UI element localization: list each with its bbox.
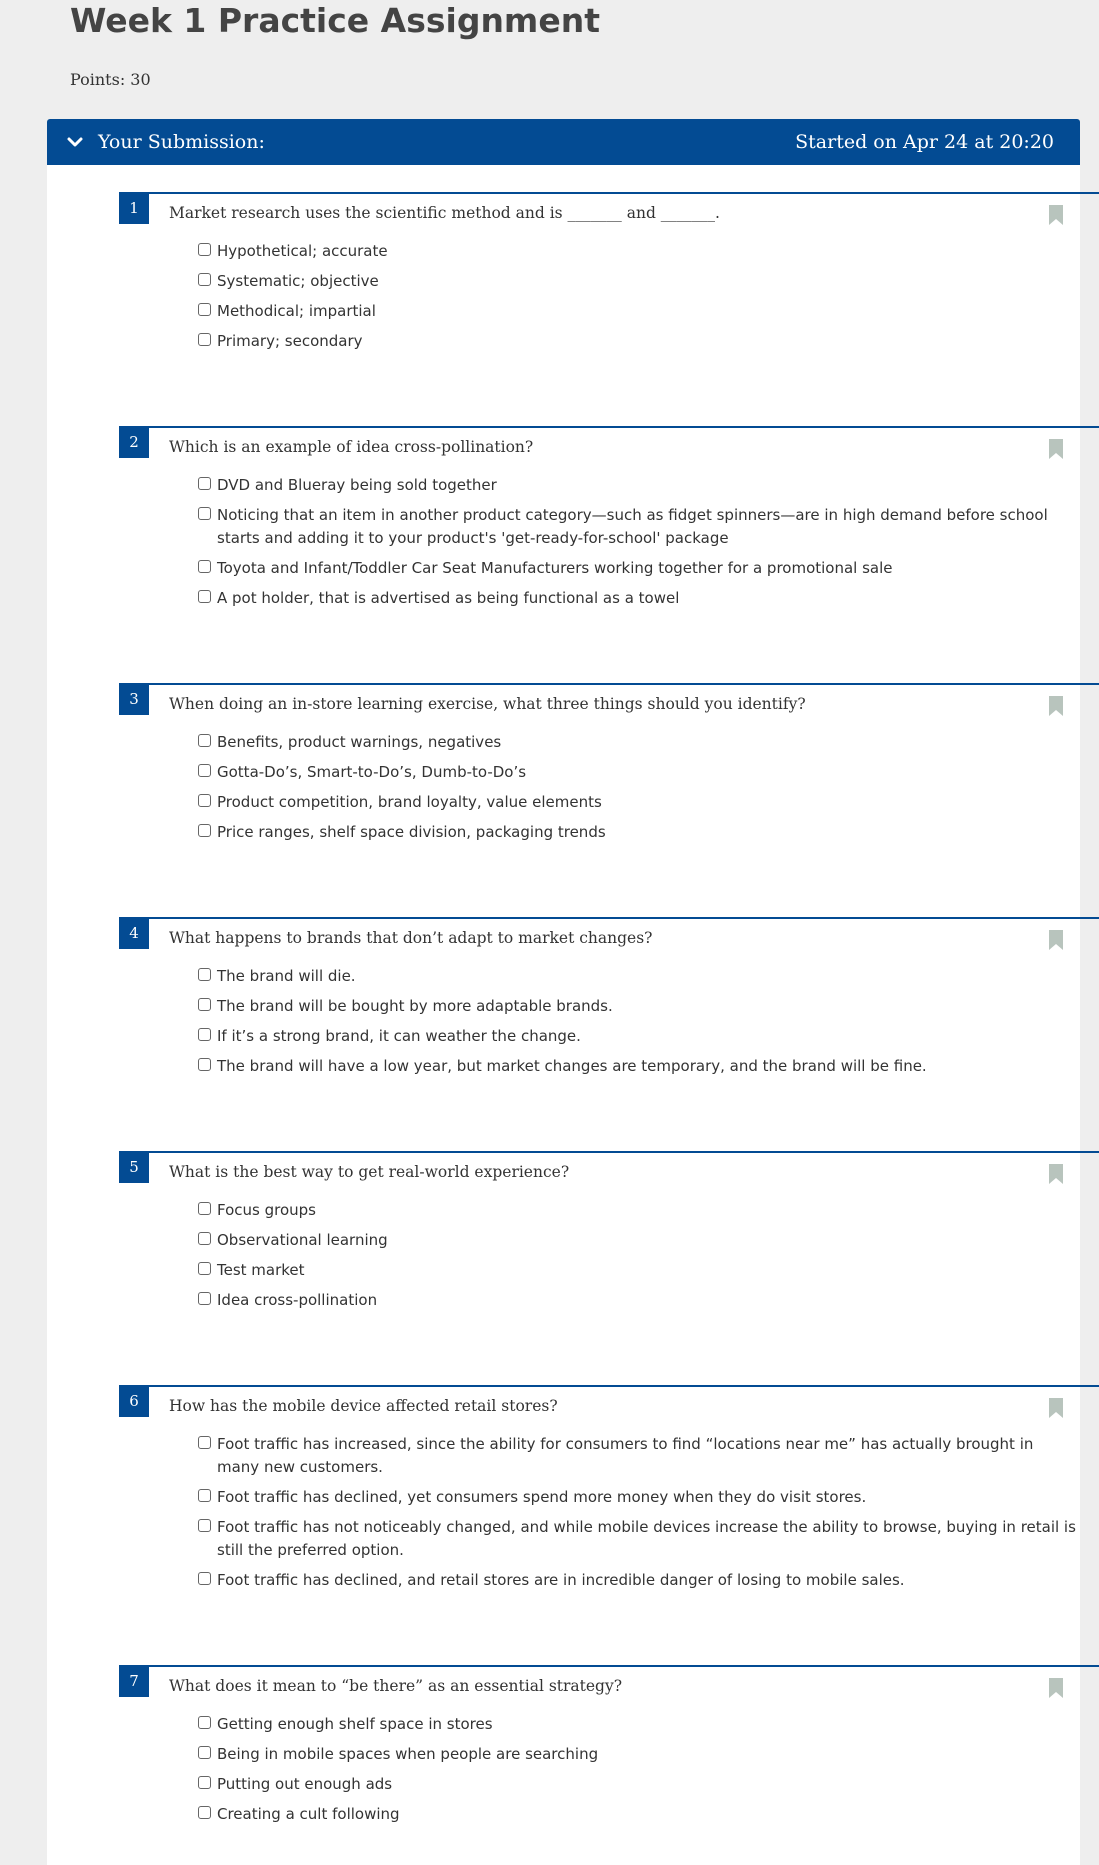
answer-checkbox[interactable] — [198, 560, 211, 573]
answer-options — [198, 965, 1078, 1085]
question-number: 3 — [119, 683, 149, 715]
question-number: 1 — [119, 192, 149, 224]
bookmark-icon[interactable] — [1049, 930, 1063, 950]
answer-option-label: Systematic; objective — [217, 272, 379, 290]
answer-option[interactable] — [198, 1289, 1078, 1312]
answer-option-label: Hypothetical; accurate — [217, 242, 388, 260]
answer-option-label: Product competition, brand loyalty, value elements — [217, 793, 602, 811]
question-number: 5 — [119, 1151, 149, 1183]
answer-option-label: A pot holder, that is advertised as being functional as a towel — [217, 589, 680, 607]
answer-checkbox[interactable] — [198, 764, 211, 777]
answer-option-label: Noticing that an item in another product category—such as fidget spinners—are in high demand before school starts and adding it to your product's 'get-ready-for-school' package — [217, 506, 1048, 547]
answer-checkbox[interactable] — [198, 273, 211, 286]
answer-option-label: DVD and Blueray being sold together — [217, 476, 497, 494]
answer-option-label: Focus groups — [217, 1201, 316, 1219]
answer-option-label: The brand will die. — [217, 967, 356, 985]
answer-checkbox[interactable] — [198, 998, 211, 1011]
answer-option-label: Primary; secondary — [217, 332, 363, 350]
answer-option[interactable] — [198, 821, 1078, 844]
answer-checkbox[interactable] — [198, 477, 211, 490]
answer-checkbox[interactable] — [198, 1489, 211, 1502]
answer-option[interactable] — [198, 1486, 1078, 1509]
answer-option-label: If it’s a strong brand, it can weather the change. — [217, 1027, 581, 1045]
answer-option-label: Price ranges, shelf space division, packaging trends — [217, 823, 606, 841]
question-number: 2 — [119, 426, 149, 458]
chevron-down-icon[interactable] — [63, 130, 87, 154]
answer-option-label: The brand will have a low year, but market changes are temporary, and the brand will be fine. — [217, 1057, 927, 1075]
answer-checkbox[interactable] — [198, 1716, 211, 1729]
answer-option-label: Foot traffic has increased, since the ability for consumers to find “locations near me” has actually brought in many new customers. — [217, 1435, 1034, 1476]
answer-option-label: Creating a cult following — [217, 1805, 400, 1823]
bookmark-icon[interactable] — [1049, 439, 1063, 459]
answer-checkbox[interactable] — [198, 333, 211, 346]
answer-checkbox[interactable] — [198, 824, 211, 837]
question-text: How has the mobile device affected retail stores? — [169, 1397, 558, 1415]
question-divider — [149, 192, 1099, 194]
answer-option[interactable] — [198, 240, 1078, 263]
answer-option[interactable] — [198, 1743, 1078, 1766]
answer-option-label: Benefits, product warnings, negatives — [217, 733, 502, 751]
answer-option[interactable] — [198, 587, 1078, 610]
answer-checkbox[interactable] — [198, 1776, 211, 1789]
bookmark-icon[interactable] — [1049, 1678, 1063, 1698]
question-number: 4 — [119, 917, 149, 949]
submission-panel — [47, 165, 1080, 1865]
answer-checkbox[interactable] — [198, 1292, 211, 1305]
answer-option-label: Putting out enough ads — [217, 1775, 393, 1793]
answer-checkbox[interactable] — [198, 1058, 211, 1071]
question-divider — [149, 1151, 1099, 1153]
answer-option[interactable] — [198, 1569, 1078, 1592]
answer-option-label: Observational learning — [217, 1231, 388, 1249]
answer-checkbox[interactable] — [198, 590, 211, 603]
answer-options — [198, 731, 1078, 851]
answer-checkbox[interactable] — [198, 1262, 211, 1275]
question-divider — [149, 917, 1099, 919]
answer-checkbox[interactable] — [198, 243, 211, 256]
bookmark-icon[interactable] — [1049, 1398, 1063, 1418]
answer-checkbox[interactable] — [198, 734, 211, 747]
bookmark-icon[interactable] — [1049, 1164, 1063, 1184]
question-text: When doing an in-store learning exercise, what three things should you identify? — [169, 695, 806, 713]
answer-checkbox[interactable] — [198, 1232, 211, 1245]
answer-option[interactable] — [198, 1055, 1078, 1078]
answer-checkbox[interactable] — [198, 1746, 211, 1759]
bookmark-icon[interactable] — [1049, 205, 1063, 225]
started-timestamp: Started on Apr 24 at 20:20 — [795, 131, 1054, 153]
answer-option-label: Foot traffic has declined, and retail stores are in incredible danger of losing to mobile sales. — [217, 1571, 905, 1589]
answer-options — [198, 240, 1078, 360]
answer-option[interactable] — [198, 791, 1078, 814]
answer-checkbox[interactable] — [198, 1202, 211, 1215]
answer-option[interactable] — [198, 1713, 1078, 1736]
answer-checkbox[interactable] — [198, 507, 211, 520]
page-title: Week 1 Practice Assignment — [70, 1, 600, 40]
submission-header[interactable] — [47, 119, 1080, 165]
answer-option-label: Test market — [217, 1261, 305, 1279]
answer-options — [198, 1713, 1078, 1833]
answer-option[interactable] — [198, 300, 1078, 323]
answer-checkbox[interactable] — [198, 303, 211, 316]
question-text: What happens to brands that don’t adapt to market changes? — [169, 929, 653, 947]
answer-option-label: Methodical; impartial — [217, 302, 376, 320]
answer-option-label: The brand will be bought by more adaptable brands. — [217, 997, 613, 1015]
question-text: What does it mean to “be there” as an essential strategy? — [169, 1677, 623, 1695]
answer-option[interactable] — [198, 1516, 1078, 1562]
question-text: What is the best way to get real-world experience? — [169, 1163, 570, 1181]
answer-option[interactable] — [198, 1199, 1078, 1222]
answer-option[interactable] — [198, 965, 1078, 988]
question-divider — [149, 1665, 1099, 1667]
points-label: Points: 30 — [70, 70, 151, 89]
bookmark-icon[interactable] — [1049, 696, 1063, 716]
answer-checkbox[interactable] — [198, 1519, 211, 1532]
question-text: Which is an example of idea cross-pollination? — [169, 438, 534, 456]
answer-option-label: Being in mobile spaces when people are searching — [217, 1745, 599, 1763]
answer-checkbox[interactable] — [198, 1806, 211, 1819]
answer-option[interactable] — [198, 504, 1078, 550]
answer-option[interactable] — [198, 1229, 1078, 1252]
answer-option[interactable] — [198, 731, 1078, 754]
answer-option[interactable] — [198, 1803, 1078, 1826]
answer-option-label: Foot traffic has not noticeably changed, and while mobile devices increase the ability to browse, buying in retail is still the preferred option. — [217, 1518, 1076, 1559]
answer-option[interactable] — [198, 1259, 1078, 1282]
question-divider — [149, 1385, 1099, 1387]
answer-options — [198, 1433, 1078, 1599]
answer-option[interactable] — [198, 270, 1078, 293]
answer-options — [198, 474, 1078, 617]
answer-checkbox[interactable] — [198, 1028, 211, 1041]
answer-option-label: Idea cross-pollination — [217, 1291, 378, 1309]
answer-options — [198, 1199, 1078, 1319]
question-divider — [149, 426, 1099, 428]
answer-option[interactable] — [198, 761, 1078, 784]
answer-option-label: Gotta-Do’s, Smart-to-Do’s, Dumb-to-Do’s — [217, 763, 527, 781]
question-number: 7 — [119, 1665, 149, 1697]
question-number: 6 — [119, 1385, 149, 1417]
answer-option-label: Getting enough shelf space in stores — [217, 1715, 493, 1733]
answer-checkbox[interactable] — [198, 1436, 211, 1449]
submission-label: Your Submission: — [98, 131, 265, 153]
answer-option[interactable] — [198, 557, 1078, 580]
answer-option[interactable] — [198, 1025, 1078, 1048]
answer-checkbox[interactable] — [198, 794, 211, 807]
answer-option[interactable] — [198, 1433, 1078, 1479]
answer-option-label: Toyota and Infant/Toddler Car Seat Manufacturers working together for a promotional sale — [217, 559, 893, 577]
answer-option[interactable] — [198, 474, 1078, 497]
question-text: Market research uses the scientific method and is _______ and _______. — [169, 204, 720, 222]
answer-option[interactable] — [198, 995, 1078, 1018]
question-divider — [149, 683, 1099, 685]
answer-option[interactable] — [198, 330, 1078, 353]
answer-option[interactable] — [198, 1773, 1078, 1796]
answer-checkbox[interactable] — [198, 968, 211, 981]
answer-checkbox[interactable] — [198, 1572, 211, 1585]
answer-option-label: Foot traffic has declined, yet consumers spend more money when they do visit stores. — [217, 1488, 867, 1506]
